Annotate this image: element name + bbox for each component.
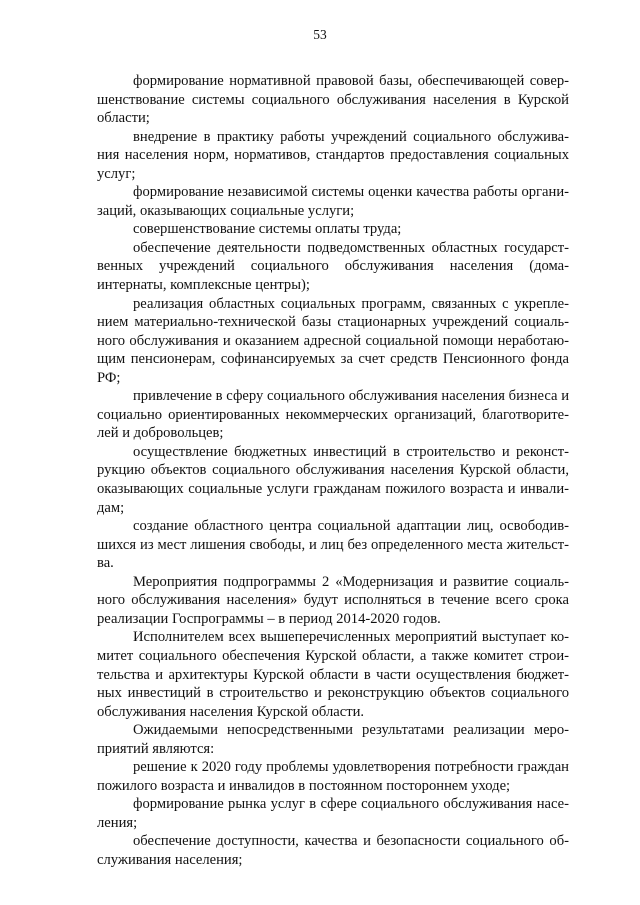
text-line: социально ориентированных некоммерческих организаций, благотворите-	[97, 406, 569, 423]
text-line: пожилого возраста и инвалидов в постоянном постороннем уходе;	[97, 777, 511, 794]
text-line: совершенствование системы оплаты труда;	[133, 221, 402, 238]
text-line: дам;	[97, 499, 125, 516]
text-line: служивания населения;	[97, 851, 243, 868]
text-line: ления;	[97, 814, 138, 831]
text-line: оказывающих социальные услуги гражданам пожилого возраста и инвали-	[97, 481, 569, 498]
text-line: обслуживания населения Курской области.	[97, 703, 365, 720]
text-line: ния населения норм, нормативов, стандартов предоставления социальных	[97, 147, 569, 164]
text-line: нием материально-технической базы стационарных учреждений социаль-	[97, 314, 569, 331]
text-line: ного обслуживания и оказанием адресной социальной помощи неработаю-	[97, 332, 569, 349]
text-line: РФ;	[97, 369, 121, 386]
text-line: шенствование системы социального обслуживания населения в Курской	[97, 91, 569, 108]
text-line: ных инвестиций в строительство и реконструкцию объектов социального	[97, 685, 569, 702]
text-line: услуг;	[97, 165, 136, 182]
text-line: интернаты, комплексные центры);	[97, 277, 310, 294]
text-line: формирование нормативной правовой базы, обеспечивающей совер-	[133, 73, 569, 89]
text-line: митет социального обеспечения Курской области, а также комитет строи-	[97, 647, 569, 664]
text-line: решение к 2020 году проблемы удовлетворения потребности граждан	[133, 759, 569, 776]
text-line: ного обслуживания населения» будут исполняться в течение всего срока	[97, 592, 569, 609]
text-line: щим пенсионерам, софинансируемых за счет средств Пенсионного фонда	[97, 351, 569, 368]
document-body	[97, 72, 569, 870]
text-line: осуществление бюджетных инвестиций в строительство и реконст-	[133, 443, 569, 460]
text-line: создание областного центра социальной адаптации лиц, освободив-	[133, 518, 569, 535]
text-line: приятий являются:	[97, 740, 215, 757]
text-line: Ожидаемыми непосредственными результатами реализации меро-	[133, 722, 569, 739]
text-line: обеспечение деятельности подведомственных областных государст-	[133, 239, 569, 256]
text-line: внедрение в практику работы учреждений социального обслужива-	[133, 128, 569, 145]
text-line: ва.	[97, 555, 114, 572]
text-line: обеспечение доступности, качества и безопасности социального об-	[133, 833, 569, 850]
text-line: реализации Госпрограммы – в период 2014-2020 годов.	[97, 610, 441, 627]
text-line: венных учреждений социального обслуживания населения (дома-	[97, 258, 569, 275]
text-line: привлечение в сферу социального обслуживания населения бизнеса и	[133, 388, 569, 405]
text-line: заций, оказывающих социальные услуги;	[97, 202, 355, 219]
text-line: лей и добровольцев;	[97, 425, 224, 442]
text-line: Мероприятия подпрограммы 2 «Модернизация и развитие социаль-	[133, 573, 569, 590]
page-number: 53	[313, 27, 327, 42]
text-line: тельства и архитектуры Курской области в части осуществления бюджет-	[97, 666, 569, 683]
text-line: Исполнителем всех вышеперечисленных мероприятий выступает ко-	[133, 629, 569, 646]
text-line: области;	[97, 110, 150, 127]
text-line: формирование независимой системы оценки качества работы органи-	[133, 184, 569, 201]
text-line: рукцию объектов социального обслуживания населения Курской области,	[97, 462, 569, 479]
text-line: формирование рынка услуг в сфере социального обслуживания насе-	[133, 796, 569, 813]
text-line: шихся из мест лишения свободы, и лиц без определенного места жительст-	[97, 536, 569, 553]
text-line: реализация областных социальных программ, связанных с укрепле-	[133, 295, 569, 312]
